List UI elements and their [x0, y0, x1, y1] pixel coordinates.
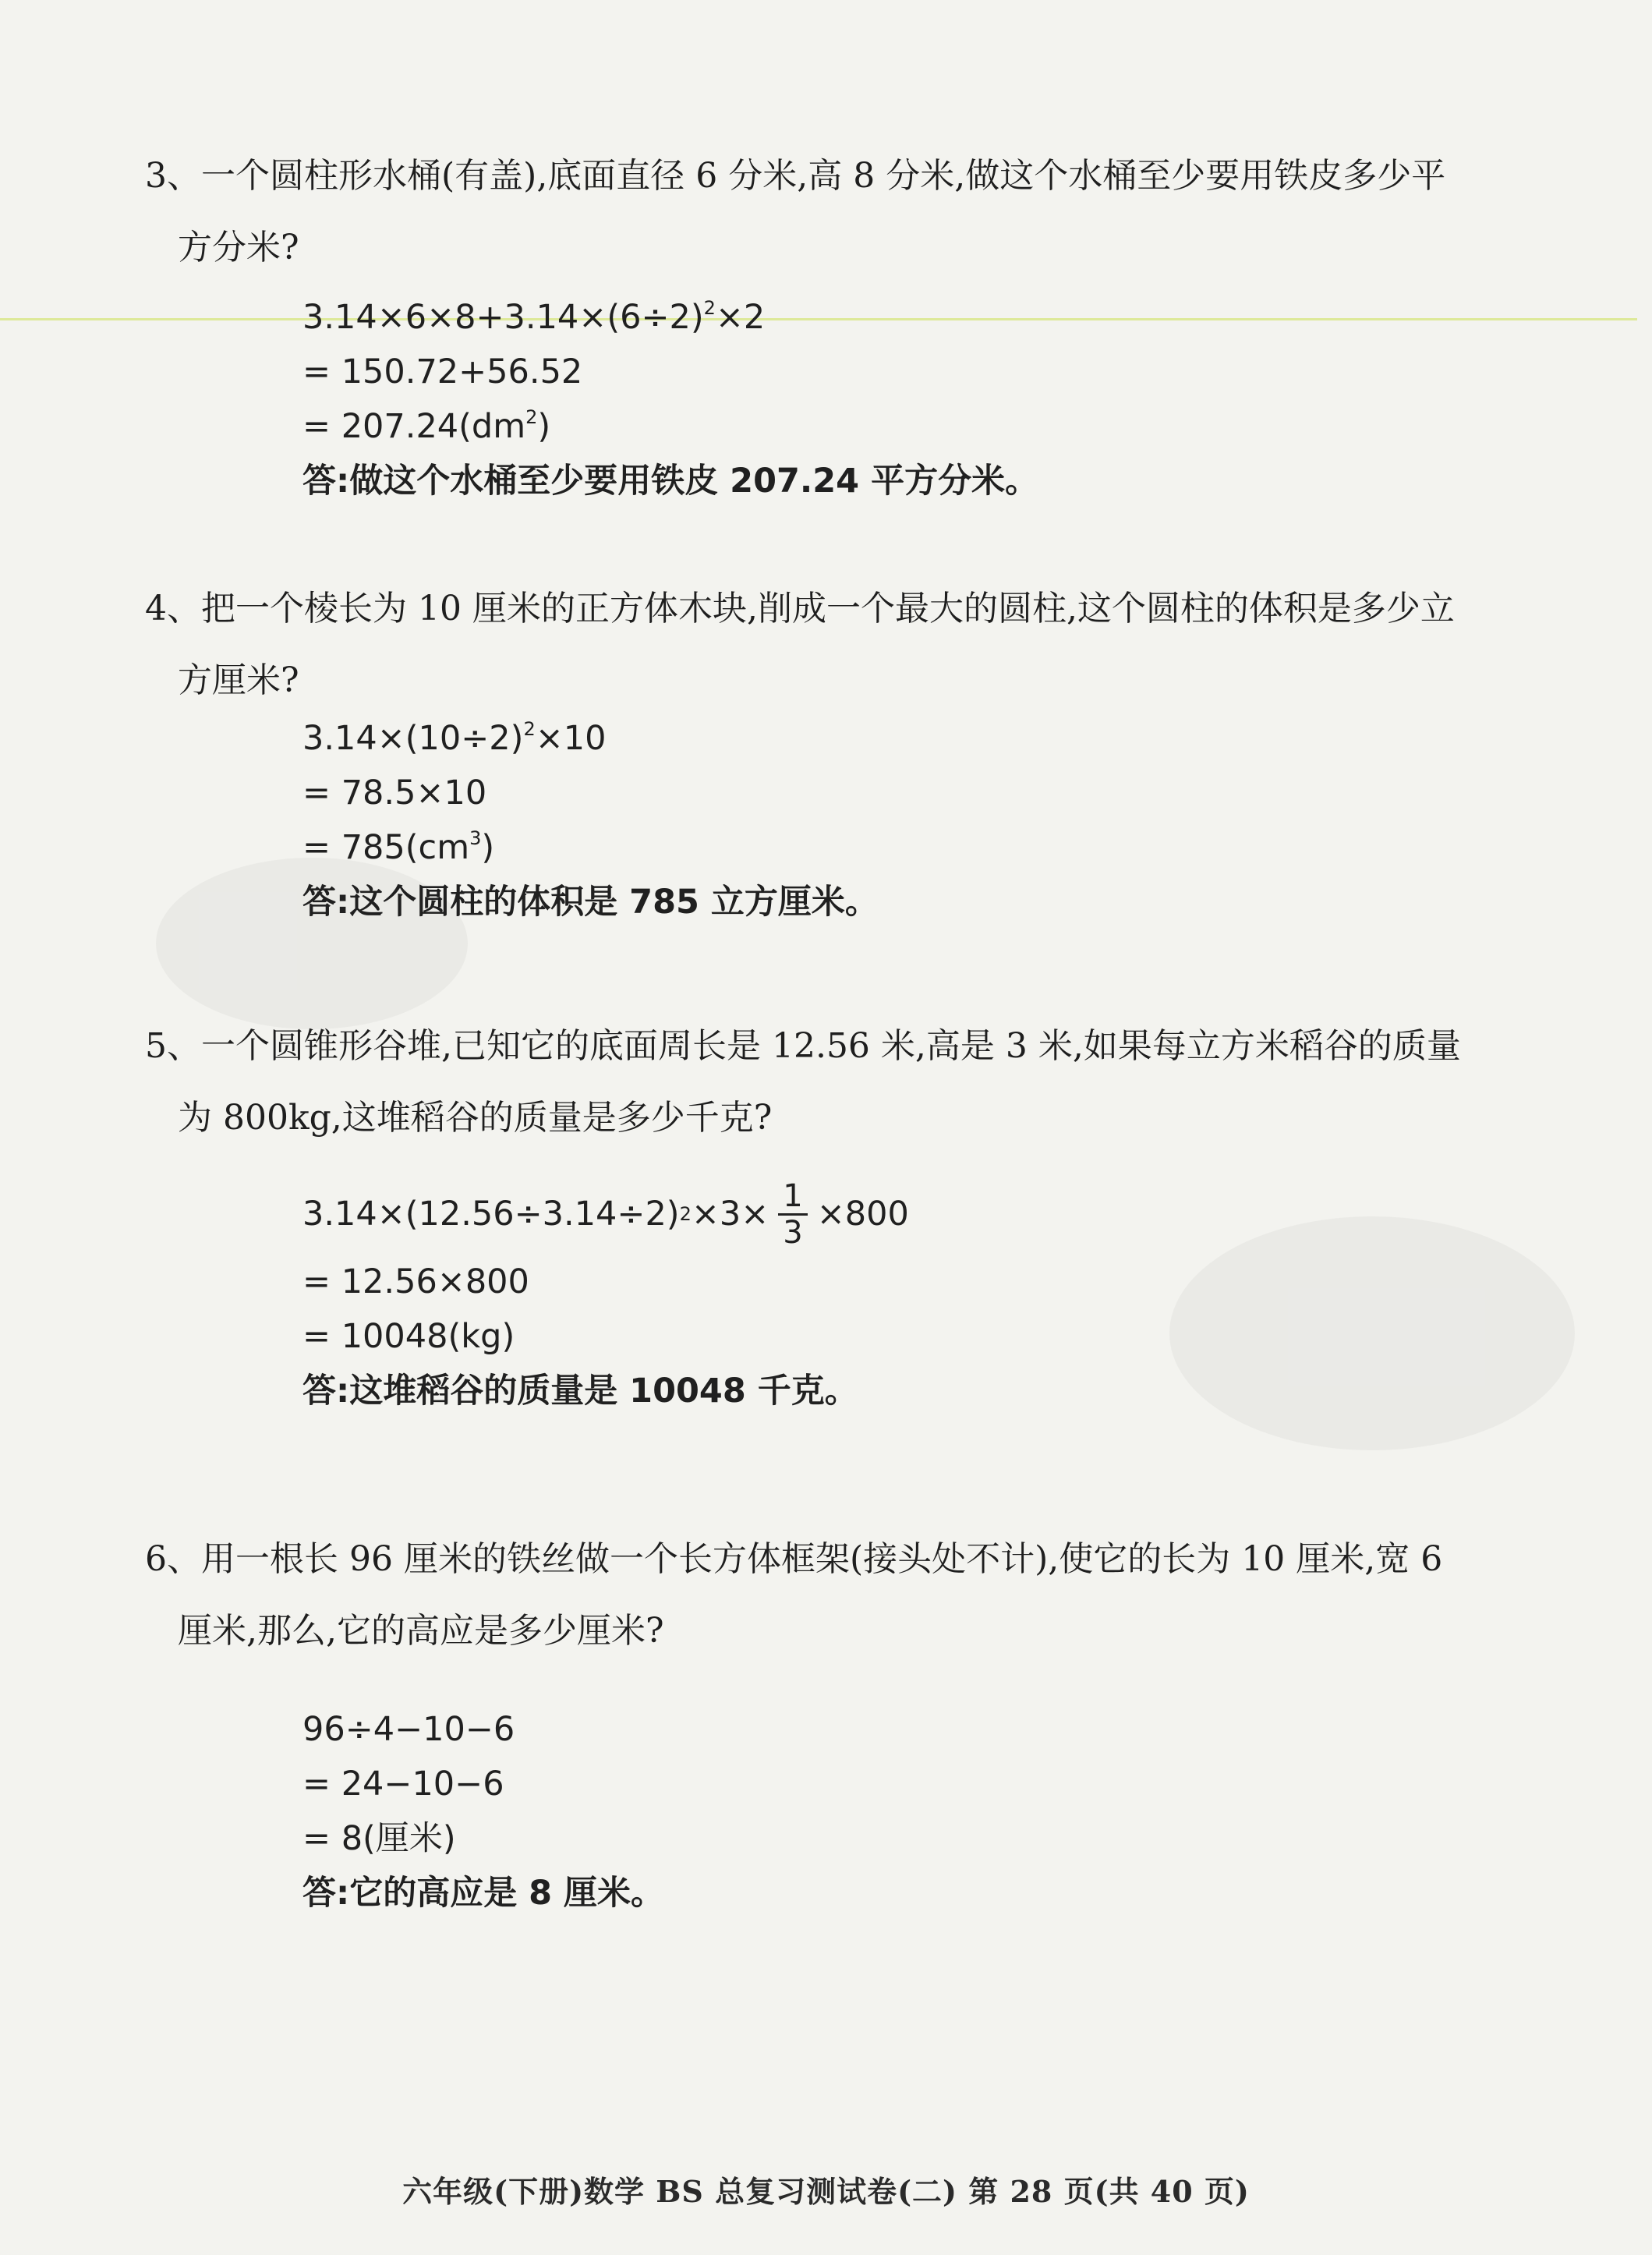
problem-5	[145, 1011, 1567, 1154]
calc-step: = $207.24(dm^2)$	[302, 406, 551, 446]
calc-step: = 78.5×10	[302, 773, 487, 812]
calc-step: = 12.56×800	[302, 1262, 529, 1301]
calc-step: = 10048(kg)	[302, 1317, 515, 1356]
calc-step: $3.14\times(10\div 2)^2\times 10$	[302, 718, 607, 758]
problem-6-line1: 6、用一根长 96 厘米的铁丝做一个长方体框架(接头处不计),使它的长为 10 厘米,宽 6	[145, 1539, 1443, 1579]
calc-step: = 8(厘米)	[302, 1819, 456, 1858]
fraction-one-third: $\frac{1}{3}$	[778, 1179, 807, 1250]
answer-text: 答:这个圆柱的体积是 785 立方厘米。	[302, 883, 879, 922]
problem-3	[145, 140, 1567, 284]
problem-5-line2: 为 800kg,这堆稻谷的质量是多少千克?	[178, 1098, 773, 1138]
problem-6-line2: 厘米,那么,它的高应是多少厘米?	[178, 1611, 664, 1651]
answer-text: 答:做这个水桶至少要用铁皮 207.24 平方分米。	[302, 462, 1039, 501]
problem-6	[145, 1524, 1567, 1667]
solution-5	[302, 1174, 909, 1418]
answer-text: 答:这堆稻谷的质量是 10048 千克。	[302, 1372, 858, 1411]
calc-step: 96÷4−10−6	[302, 1710, 515, 1749]
calc-step: = 150.72+56.52	[302, 352, 583, 391]
problem-3-line2: 方分米?	[178, 228, 299, 267]
solution-3	[302, 290, 1038, 508]
page-footer: 六年级(下册)数学 BS 总复习测试卷(二) 第 28 页(共 40 页)	[402, 2174, 1250, 2209]
solution-6	[302, 1702, 664, 1920]
calc-step: 3.14×(12.56÷3.14÷2) 2 ×3× $\frac{1}{3}$ ×800	[302, 1177, 909, 1251]
calc-step: $3.14\times 6\times 8+3.14\times(6\div 2)^2\times 2$	[302, 297, 766, 337]
problem-3-line1: 3、一个圆柱形水桶(有盖),底面直径 6 分米,高 8 分米,做这个水桶至少要用铁皮多少平	[145, 156, 1446, 196]
solution-4	[302, 711, 879, 929]
problem-4-line2: 方厘米?	[178, 660, 299, 700]
calc-step: = $785(cm^3)$	[302, 827, 495, 867]
problem-4	[145, 573, 1567, 717]
paper-texture	[1169, 1216, 1575, 1450]
answer-text: 答:它的高应是 8 厘米。	[302, 1874, 665, 1913]
calc-step: = 24−10−6	[302, 1765, 504, 1804]
problem-4-line1: 4、把一个棱长为 10 厘米的正方体木块,削成一个最大的圆柱,这个圆柱的体积是多少立	[145, 589, 1455, 628]
problem-5-line1: 5、一个圆锥形谷堆,已知它的底面周长是 12.56 米,高是 3 米,如果每立方米稻谷的质量	[145, 1026, 1461, 1066]
